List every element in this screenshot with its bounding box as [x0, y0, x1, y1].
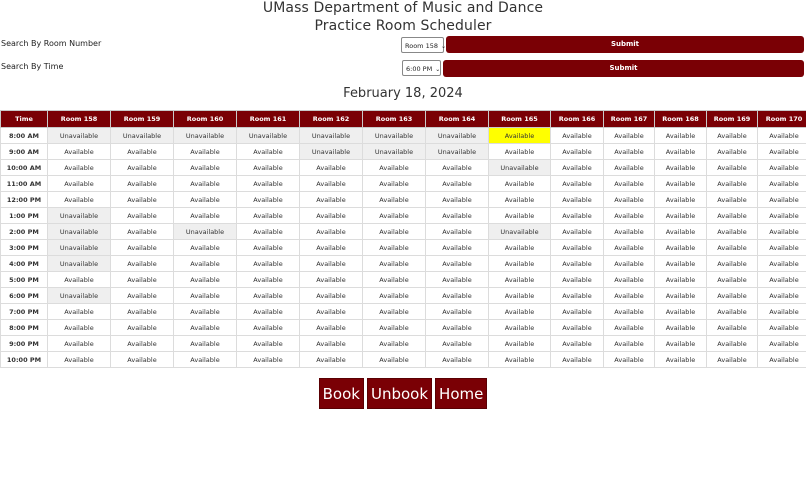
- slot-cell[interactable]: Available: [174, 160, 237, 176]
- slot-cell[interactable]: Available: [426, 272, 489, 288]
- slot-cell[interactable]: Available: [237, 304, 300, 320]
- time-cell: 6:00 PM: [1, 288, 48, 304]
- slot-cell[interactable]: Available: [758, 288, 806, 304]
- slot-cell[interactable]: Available: [111, 176, 174, 192]
- slot-cell[interactable]: Available: [111, 224, 174, 240]
- slot-cell[interactable]: Available: [655, 176, 707, 192]
- slot-cell[interactable]: Available: [707, 272, 758, 288]
- time-cell: 12:00 PM: [1, 192, 48, 208]
- slot-cell[interactable]: Available: [655, 304, 707, 320]
- slot-cell[interactable]: Available: [489, 288, 551, 304]
- slot-cell[interactable]: Available: [604, 208, 655, 224]
- slot-cell[interactable]: Available: [758, 208, 806, 224]
- slot-cell[interactable]: Available: [551, 320, 604, 336]
- slot-cell[interactable]: Available: [426, 176, 489, 192]
- slot-cell[interactable]: Available: [551, 272, 604, 288]
- slot-cell[interactable]: Available: [426, 160, 489, 176]
- slot-cell[interactable]: Available: [655, 208, 707, 224]
- column-header-room: Room 163: [363, 111, 426, 128]
- time-cell: 9:00 PM: [1, 336, 48, 352]
- time-cell: 8:00 AM: [1, 128, 48, 144]
- action-bar: [0, 378, 806, 409]
- slot-cell[interactable]: Available: [707, 336, 758, 352]
- slot-cell[interactable]: Available: [426, 320, 489, 336]
- slot-cell[interactable]: Available: [111, 160, 174, 176]
- slot-cell[interactable]: Available: [551, 160, 604, 176]
- slot-cell[interactable]: Available: [551, 176, 604, 192]
- slot-cell[interactable]: Unavailable: [48, 224, 111, 240]
- table-row: [1, 208, 806, 224]
- chevron-down-icon: ⌄: [440, 43, 447, 50]
- slot-cell[interactable]: Available: [300, 240, 363, 256]
- slot-cell[interactable]: Available: [174, 192, 237, 208]
- slot-cell[interactable]: Available: [489, 304, 551, 320]
- column-header-room: Room 170: [758, 111, 806, 128]
- page-subtitle: Practice Room Scheduler: [314, 18, 492, 34]
- slot-cell[interactable]: Available: [551, 224, 604, 240]
- slot-cell[interactable]: Available: [111, 336, 174, 352]
- table-row: [1, 336, 806, 352]
- slot-cell[interactable]: Available: [174, 176, 237, 192]
- slot-cell[interactable]: Available: [604, 336, 655, 352]
- slot-cell[interactable]: Available: [758, 304, 806, 320]
- slot-cell[interactable]: Unavailable: [489, 160, 551, 176]
- page-title: UMass Department of Music and Dance: [262, 0, 544, 16]
- slot-cell[interactable]: Unavailable: [489, 224, 551, 240]
- slot-cell[interactable]: Available: [363, 192, 426, 208]
- slot-cell[interactable]: Available: [111, 320, 174, 336]
- slot-cell[interactable]: Available: [363, 160, 426, 176]
- slot-cell[interactable]: Available: [174, 144, 237, 160]
- slot-cell[interactable]: Available: [237, 224, 300, 240]
- slot-cell[interactable]: Available: [758, 320, 806, 336]
- time-select[interactable]: [402, 60, 441, 76]
- slot-cell[interactable]: Available: [174, 272, 237, 288]
- slot-cell[interactable]: Available: [655, 192, 707, 208]
- room-submit-button[interactable]: Submit: [446, 36, 804, 53]
- time-cell: 9:00 AM: [1, 144, 48, 160]
- time-cell: 10:00 PM: [1, 352, 48, 368]
- time-cell: 10:00 AM: [1, 160, 48, 176]
- time-cell: 2:00 PM: [1, 224, 48, 240]
- slot-cell[interactable]: Unavailable: [300, 144, 363, 160]
- slot-cell[interactable]: Available: [111, 288, 174, 304]
- slot-cell[interactable]: Available: [237, 240, 300, 256]
- search-room-label: Search By Room Number: [1, 39, 102, 48]
- slot-cell[interactable]: Available: [758, 144, 806, 160]
- slot-cell[interactable]: Available: [237, 272, 300, 288]
- column-header-room: Room 160: [174, 111, 237, 128]
- table-row: [1, 352, 806, 368]
- slot-cell[interactable]: Available: [48, 352, 111, 368]
- slot-cell[interactable]: Available: [111, 144, 174, 160]
- column-header-room: Room 162: [300, 111, 363, 128]
- slot-cell[interactable]: Available: [489, 272, 551, 288]
- schedule-date: February 18, 2024: [343, 86, 463, 101]
- slot-cell[interactable]: Available: [237, 352, 300, 368]
- table-row: [1, 176, 806, 192]
- slot-cell[interactable]: Available: [758, 352, 806, 368]
- slot-cell[interactable]: Available: [300, 256, 363, 272]
- column-header-room: Room 165: [489, 111, 551, 128]
- slot-cell[interactable]: Available: [363, 288, 426, 304]
- table-row: [1, 320, 806, 336]
- slot-cell[interactable]: Available: [426, 288, 489, 304]
- slot-cell[interactable]: Available: [489, 352, 551, 368]
- slot-cell[interactable]: Available: [237, 320, 300, 336]
- slot-cell[interactable]: Unavailable: [426, 128, 489, 144]
- slot-cell[interactable]: Available: [300, 224, 363, 240]
- slot-cell[interactable]: Available: [300, 208, 363, 224]
- slot-cell[interactable]: Available: [300, 336, 363, 352]
- slot-cell[interactable]: Available: [707, 224, 758, 240]
- slot-cell[interactable]: Available: [237, 176, 300, 192]
- slot-cell[interactable]: Available: [707, 256, 758, 272]
- slot-cell[interactable]: Available: [707, 304, 758, 320]
- slot-cell[interactable]: Available: [707, 288, 758, 304]
- slot-cell[interactable]: Available: [48, 144, 111, 160]
- table-row: [1, 192, 806, 208]
- column-header-room: Room 169: [707, 111, 758, 128]
- slot-cell[interactable]: Available: [174, 352, 237, 368]
- slot-cell[interactable]: Available: [655, 320, 707, 336]
- book-button[interactable]: Book: [319, 378, 364, 409]
- slot-cell[interactable]: Unavailable: [237, 128, 300, 144]
- slot-cell[interactable]: Available: [707, 240, 758, 256]
- slot-cell[interactable]: Available: [655, 288, 707, 304]
- slot-cell[interactable]: Available: [758, 336, 806, 352]
- slot-cell[interactable]: Available: [604, 240, 655, 256]
- time-cell: 11:00 AM: [1, 176, 48, 192]
- slot-cell[interactable]: Available: [758, 176, 806, 192]
- time-cell: 1:00 PM: [1, 208, 48, 224]
- slot-cell[interactable]: Available: [237, 288, 300, 304]
- slot-cell[interactable]: Available: [48, 304, 111, 320]
- slot-cell[interactable]: Available: [300, 160, 363, 176]
- slot-cell[interactable]: Available: [300, 320, 363, 336]
- slot-cell[interactable]: Available: [426, 256, 489, 272]
- slot-cell[interactable]: Available: [604, 320, 655, 336]
- slot-cell[interactable]: Available: [363, 240, 426, 256]
- table-row: [1, 224, 806, 240]
- slot-cell[interactable]: Available: [604, 176, 655, 192]
- slot-cell[interactable]: Available: [604, 304, 655, 320]
- slot-cell[interactable]: Available: [363, 304, 426, 320]
- slot-cell[interactable]: Available: [489, 240, 551, 256]
- slot-cell[interactable]: Available: [551, 208, 604, 224]
- slot-cell[interactable]: Available: [604, 192, 655, 208]
- schedule-table: [0, 110, 806, 368]
- slot-cell[interactable]: Available: [174, 240, 237, 256]
- slot-cell[interactable]: Available: [707, 128, 758, 144]
- slot-cell[interactable]: Available: [48, 272, 111, 288]
- slot-cell[interactable]: Available: [111, 352, 174, 368]
- slot-cell[interactable]: Unavailable: [48, 256, 111, 272]
- slot-cell[interactable]: Unavailable: [426, 144, 489, 160]
- slot-cell[interactable]: Available: [707, 192, 758, 208]
- column-header-room: Room 158: [48, 111, 111, 128]
- slot-cell[interactable]: Available: [174, 304, 237, 320]
- slot-cell[interactable]: Available: [363, 352, 426, 368]
- time-cell: 7:00 PM: [1, 304, 48, 320]
- slot-cell[interactable]: Unavailable: [363, 144, 426, 160]
- slot-cell[interactable]: Available: [489, 208, 551, 224]
- slot-cell[interactable]: Available: [655, 160, 707, 176]
- room-select-value: Room 158: [405, 42, 438, 50]
- slot-cell[interactable]: Available: [237, 208, 300, 224]
- time-cell: 4:00 PM: [1, 256, 48, 272]
- slot-cell[interactable]: Available: [48, 320, 111, 336]
- slot-cell[interactable]: Available: [174, 256, 237, 272]
- slot-cell[interactable]: Available: [363, 256, 426, 272]
- slot-cell[interactable]: Available: [655, 352, 707, 368]
- slot-cell[interactable]: Available: [604, 144, 655, 160]
- slot-cell[interactable]: Unavailable: [48, 208, 111, 224]
- slot-cell[interactable]: Available: [551, 336, 604, 352]
- slot-cell[interactable]: Available: [604, 272, 655, 288]
- slot-cell[interactable]: Available: [426, 192, 489, 208]
- slot-cell[interactable]: Available: [707, 176, 758, 192]
- slot-cell[interactable]: Available: [551, 192, 604, 208]
- table-row: [1, 128, 806, 144]
- slot-cell[interactable]: Available: [300, 192, 363, 208]
- slot-cell[interactable]: Available: [707, 208, 758, 224]
- slot-cell[interactable]: Available: [426, 224, 489, 240]
- slot-cell[interactable]: Available: [426, 304, 489, 320]
- time-cell: 3:00 PM: [1, 240, 48, 256]
- slot-cell[interactable]: Available: [174, 208, 237, 224]
- table-row: [1, 240, 806, 256]
- slot-cell[interactable]: Available: [111, 240, 174, 256]
- column-header-time: Time: [1, 111, 48, 128]
- slot-cell[interactable]: Available: [111, 192, 174, 208]
- room-select[interactable]: [401, 37, 447, 53]
- slot-cell[interactable]: Available: [363, 336, 426, 352]
- slot-cell[interactable]: Available: [237, 336, 300, 352]
- table-row: [1, 288, 806, 304]
- table-row: [1, 160, 806, 176]
- table-row: [1, 272, 806, 288]
- slot-cell[interactable]: Available: [489, 192, 551, 208]
- unbook-button[interactable]: Unbook: [367, 378, 432, 409]
- slot-cell[interactable]: Available: [237, 256, 300, 272]
- slot-cell[interactable]: Available: [604, 224, 655, 240]
- slot-cell[interactable]: Available: [237, 192, 300, 208]
- table-row: [1, 256, 806, 272]
- column-header-room: Room 168: [655, 111, 707, 128]
- column-header-room: Room 167: [604, 111, 655, 128]
- slot-cell[interactable]: Available: [707, 160, 758, 176]
- slot-cell[interactable]: Available: [111, 256, 174, 272]
- slot-cell[interactable]: Available: [48, 336, 111, 352]
- slot-cell[interactable]: Available: [604, 256, 655, 272]
- slot-cell[interactable]: Unavailable: [174, 224, 237, 240]
- slot-cell[interactable]: Available: [604, 128, 655, 144]
- slot-cell[interactable]: Available: [237, 144, 300, 160]
- search-time-label: Search By Time: [1, 62, 64, 71]
- slot-cell[interactable]: Available: [489, 320, 551, 336]
- slot-cell[interactable]: Available: [655, 144, 707, 160]
- slot-cell[interactable]: Available: [655, 224, 707, 240]
- slot-cell[interactable]: Available: [111, 208, 174, 224]
- slot-cell[interactable]: Available: [551, 352, 604, 368]
- slot-cell[interactable]: Available: [237, 160, 300, 176]
- slot-cell[interactable]: Available: [48, 160, 111, 176]
- slot-cell[interactable]: Available: [300, 288, 363, 304]
- slot-cell[interactable]: Available: [489, 176, 551, 192]
- table-row: [1, 144, 806, 160]
- slot-cell[interactable]: Available: [48, 192, 111, 208]
- slot-cell[interactable]: Available: [604, 352, 655, 368]
- column-header-room: Room 159: [111, 111, 174, 128]
- slot-cell[interactable]: Unavailable: [174, 128, 237, 144]
- slot-cell[interactable]: Available: [551, 304, 604, 320]
- slot-cell[interactable]: Available: [551, 288, 604, 304]
- slot-cell[interactable]: Available: [758, 160, 806, 176]
- slot-cell[interactable]: Available: [758, 256, 806, 272]
- slot-cell[interactable]: Available: [300, 176, 363, 192]
- slot-cell[interactable]: Available: [758, 272, 806, 288]
- slot-cell[interactable]: Available: [489, 336, 551, 352]
- slot-cell[interactable]: Available: [655, 256, 707, 272]
- slot-cell[interactable]: Available: [426, 208, 489, 224]
- slot-cell[interactable]: Unavailable: [111, 128, 174, 144]
- slot-cell[interactable]: Available: [604, 160, 655, 176]
- slot-cell[interactable]: Available: [758, 192, 806, 208]
- slot-cell[interactable]: Available: [758, 128, 806, 144]
- table-header-row: [1, 111, 806, 128]
- slot-cell[interactable]: Available: [655, 336, 707, 352]
- slot-cell[interactable]: Available: [174, 288, 237, 304]
- home-button[interactable]: Home: [435, 378, 487, 409]
- slot-cell[interactable]: Available: [174, 336, 237, 352]
- table-row: [1, 304, 806, 320]
- chevron-down-icon: ⌄: [435, 66, 441, 73]
- slot-cell[interactable]: Available: [707, 144, 758, 160]
- slot-cell[interactable]: Available: [111, 304, 174, 320]
- slot-cell[interactable]: Available: [758, 224, 806, 240]
- slot-cell[interactable]: Available: [655, 272, 707, 288]
- slot-cell[interactable]: Available: [489, 144, 551, 160]
- slot-cell[interactable]: Available: [551, 128, 604, 144]
- slot-cell[interactable]: Available: [426, 240, 489, 256]
- slot-cell[interactable]: Unavailable: [300, 128, 363, 144]
- column-header-room: Room 161: [237, 111, 300, 128]
- time-select-value: 6:00 PM: [406, 65, 433, 73]
- slot-cell[interactable]: Unavailable: [48, 128, 111, 144]
- slot-cell[interactable]: Available: [300, 304, 363, 320]
- slot-cell[interactable]: Unavailable: [48, 288, 111, 304]
- column-header-room: Room 166: [551, 111, 604, 128]
- slot-cell[interactable]: Available: [426, 336, 489, 352]
- slot-cell[interactable]: Available: [551, 256, 604, 272]
- slot-cell[interactable]: Available: [363, 272, 426, 288]
- slot-cell[interactable]: Available: [551, 240, 604, 256]
- slot-cell[interactable]: Available: [551, 144, 604, 160]
- time-cell: 5:00 PM: [1, 272, 48, 288]
- slot-cell[interactable]: Available: [363, 320, 426, 336]
- slot-cell[interactable]: Available: [655, 240, 707, 256]
- slot-cell[interactable]: Available: [489, 128, 551, 144]
- column-header-room: Room 164: [426, 111, 489, 128]
- slot-cell[interactable]: Available: [707, 352, 758, 368]
- slot-cell[interactable]: Available: [707, 320, 758, 336]
- slot-cell[interactable]: Available: [300, 272, 363, 288]
- slot-cell[interactable]: Unavailable: [363, 128, 426, 144]
- slot-cell[interactable]: Available: [363, 176, 426, 192]
- time-cell: 8:00 PM: [1, 320, 48, 336]
- slot-cell[interactable]: Available: [363, 208, 426, 224]
- slot-cell[interactable]: Available: [758, 240, 806, 256]
- slot-cell[interactable]: Available: [174, 320, 237, 336]
- slot-cell[interactable]: Unavailable: [48, 240, 111, 256]
- slot-cell[interactable]: Available: [300, 352, 363, 368]
- slot-cell[interactable]: Available: [111, 272, 174, 288]
- slot-cell[interactable]: Available: [604, 288, 655, 304]
- slot-cell[interactable]: Available: [426, 352, 489, 368]
- slot-cell[interactable]: Available: [363, 224, 426, 240]
- slot-cell[interactable]: Available: [489, 256, 551, 272]
- slot-cell[interactable]: Available: [655, 128, 707, 144]
- slot-cell[interactable]: Available: [48, 176, 111, 192]
- time-submit-button[interactable]: Submit: [443, 60, 804, 77]
